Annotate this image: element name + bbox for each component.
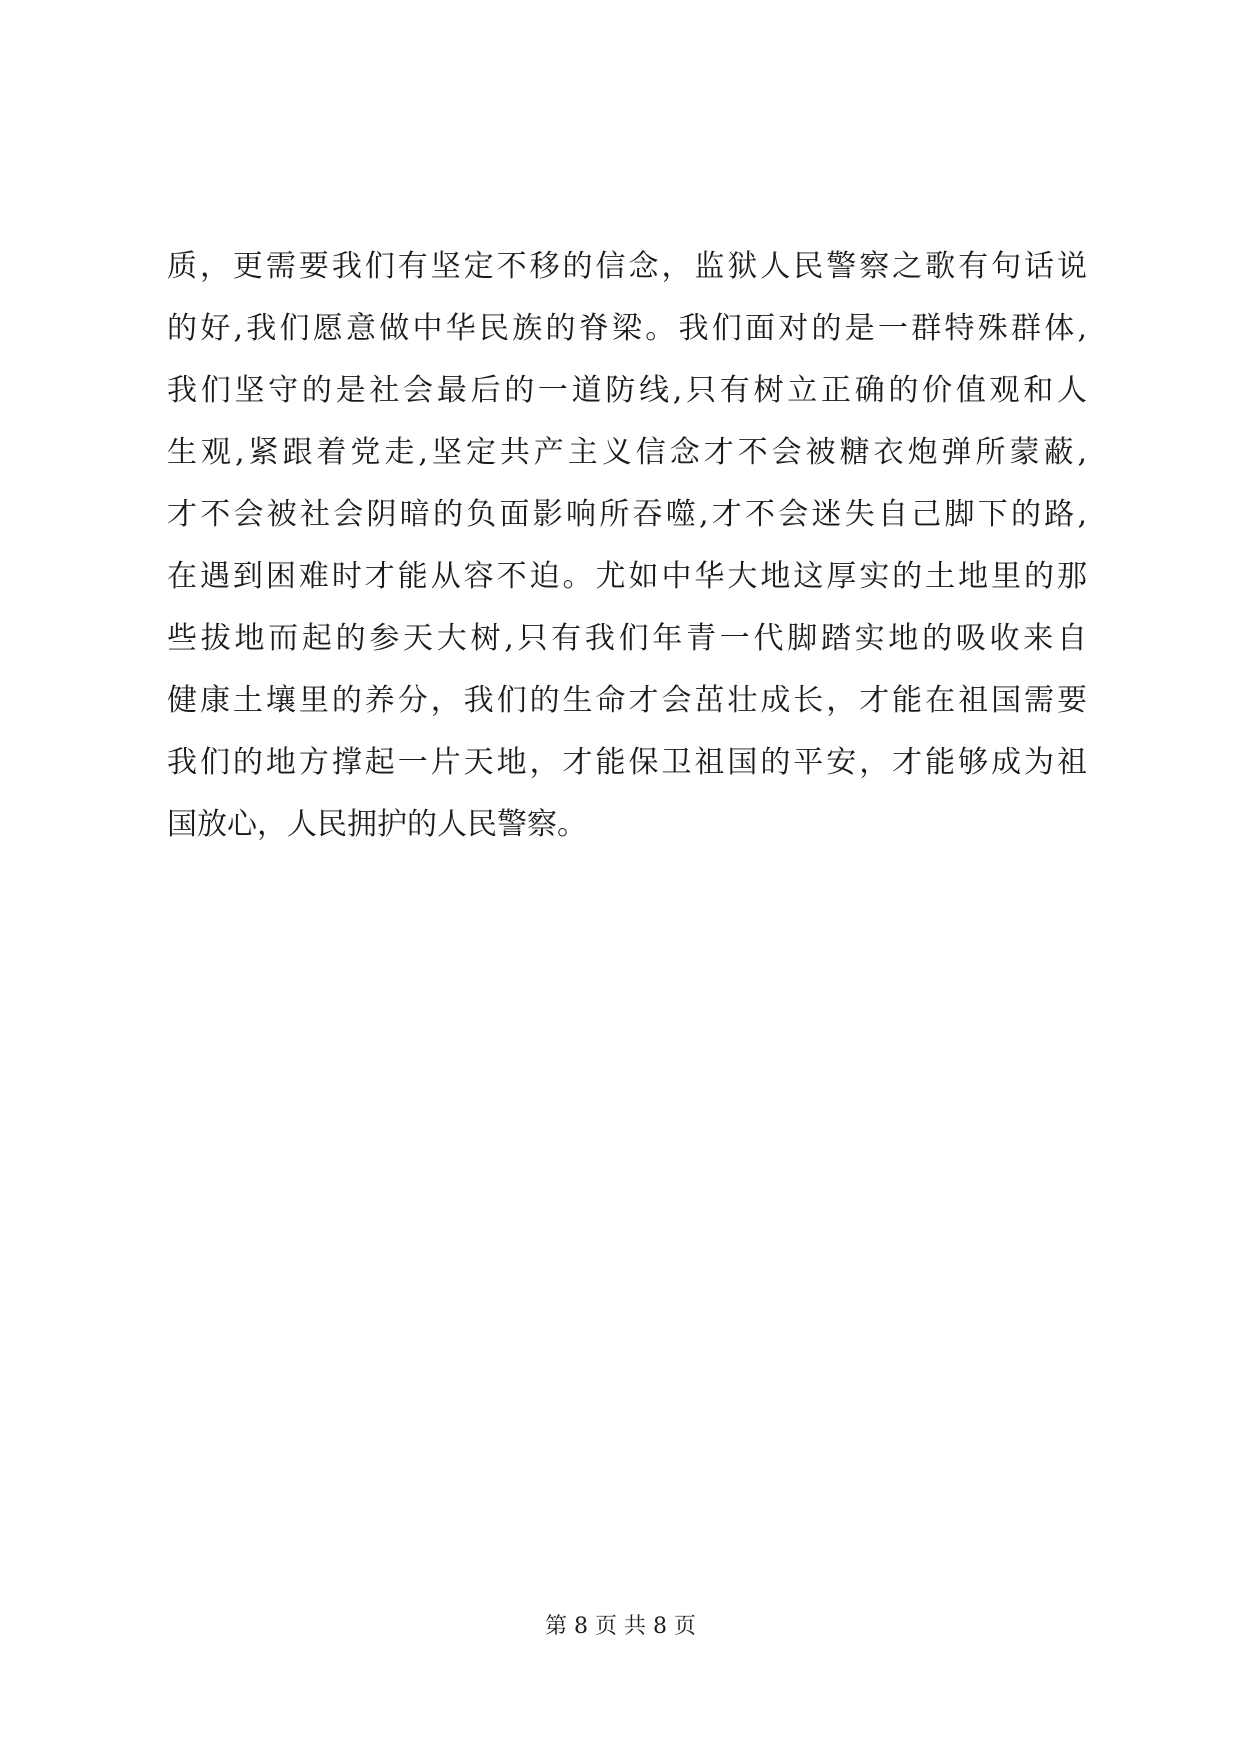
text-line: 生观,紧跟着党走,坚定共产主义信念才不会被糖衣炮弹所蒙蔽, — [167, 435, 1087, 470]
text-line: 些拔地而起的参天大树,只有我们年青一代脚踏实地的吸收来自 — [167, 621, 1087, 656]
body-paragraph — [167, 236, 1087, 856]
text-line: 我们坚守的是社会最后的一道防线,只有树立正确的价值观和人 — [167, 373, 1087, 408]
text-line: 我们的地方撑起一片天地，才能保卫祖国的平安，才能够成为祖 — [167, 745, 1087, 780]
text-line: 健康土壤里的养分，我们的生命才会茁壮成长，才能在祖国需要 — [167, 683, 1087, 718]
page-number: 第 8 页 共 8 页 — [545, 1614, 696, 1639]
text-line: 的好,我们愿意做中华民族的脊梁。我们面对的是一群特殊群体, — [167, 311, 1087, 346]
text-line: 在遇到困难时才能从容不迫。尤如中华大地这厚实的土地里的那 — [167, 559, 1087, 594]
text-line: 才不会被社会阴暗的负面影响所吞噬,才不会迷失自己脚下的路, — [167, 497, 1087, 532]
page-footer — [0, 1612, 1241, 1642]
text-line: 国放心，人民拥护的人民警察。 — [167, 807, 587, 842]
text-line: 质，更需要我们有坚定不移的信念，监狱人民警察之歌有句话说 — [167, 249, 1087, 284]
